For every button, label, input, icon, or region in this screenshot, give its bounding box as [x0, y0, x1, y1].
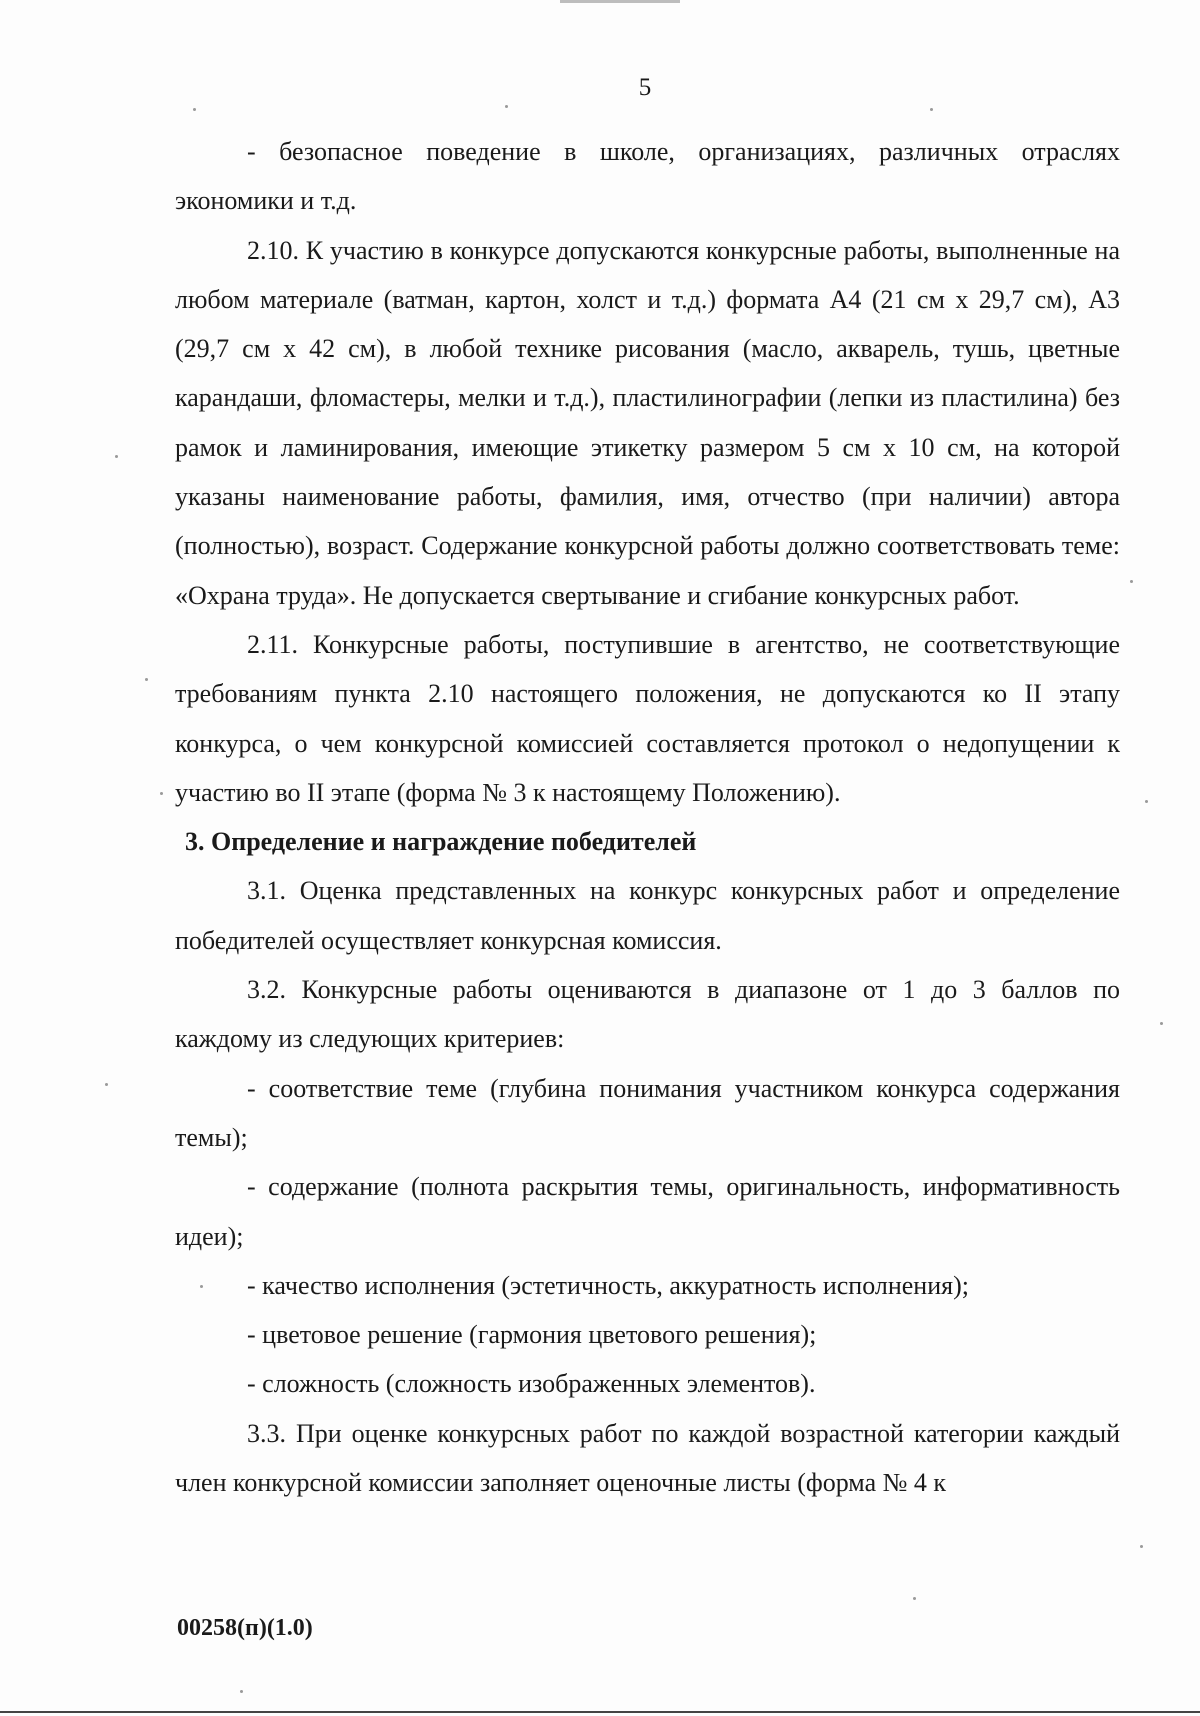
- criterion-content: - содержание (полнота раскрытия темы, оригинальность, информативность идеи);: [175, 1172, 1120, 1251]
- scan-speck: [1130, 580, 1133, 583]
- scan-bottom-edge: [0, 1711, 1200, 1713]
- page-number: 5: [638, 74, 652, 101]
- scan-speck: [193, 108, 196, 111]
- paragraph-3-3: 3.3. При оценке конкурсных работ по каждой возрастной категории каждый член конкурсной комиссии заполняет оценочные листы (форма № 4 к: [175, 1418, 1120, 1498]
- scan-speck: [200, 1285, 203, 1288]
- document-code: 00258(п)(1.0): [177, 1615, 313, 1641]
- scan-speck: [105, 1083, 108, 1086]
- scan-speck: [913, 1597, 916, 1600]
- document-body: [175, 127, 1120, 1507]
- paragraph-3-1: 3.1. Оценка представленных на конкурс конкурсных работ и определение победителей осуществляет конкурсная комиссия.: [175, 876, 1120, 955]
- criterion-color: - цветовое решение (гармония цветового решения);: [247, 1320, 817, 1350]
- scan-speck: [160, 792, 163, 795]
- scan-speck: [1145, 800, 1148, 803]
- criterion-quality: - качество исполнения (эстетичность, аккуратность исполнения);: [247, 1270, 969, 1300]
- scan-speck: [115, 455, 118, 458]
- paragraph-2-11: 2.11. Конкурсные работы, поступившие в агентство, не соответствующие требованиям пункта 2.10 настоящего положения, не допускаются ко II этапу конкурса, о чем конкурсной комиссией составляется протокол о недопущении к участию во II этапе (форма № 3 к настоящему Положению).: [175, 629, 1120, 807]
- scan-speck: [240, 1690, 243, 1693]
- paragraph-2-10: 2.10. К участию в конкурсе допускаются конкурсные работы, выполненные на любом материале (ватман, картон, холст и т.д.) формата А4 (21 см х 29,7 см), А3 (29,7 см х 42 см), в любой технике рисования (масло, акварель, тушь, цветные карандаши, фломастеры, мелки и т.д.), пластилинографии (лепки из пластилина) без рамок и ламинирования, имеющие этикетку размером 5 см х 10 см, на которой указаны наименование работы, фамилия, имя, отчество (при наличии) автора (полностью), возраст. Содержание конкурсной работы должно соответствовать теме: «Охрана труда». Не допускается свертывание и сгибание конкурсных работ.: [175, 235, 1120, 610]
- paragraph-3-2: 3.2. Конкурсные работы оцениваются в диапазоне от 1 до 3 баллов по каждому из следующих критериев:: [175, 975, 1120, 1054]
- scan-speck: [145, 678, 148, 681]
- scan-artifact-top: [560, 0, 680, 3]
- scan-speck: [930, 108, 933, 111]
- criterion-complexity: - сложность (сложность изображенных элементов).: [247, 1369, 816, 1399]
- scan-speck: [1140, 1545, 1143, 1548]
- scan-speck: [1160, 1022, 1163, 1025]
- criterion-theme: - соответствие теме (глубина понимания участником конкурса содержания темы);: [175, 1073, 1120, 1152]
- scan-speck: [505, 105, 508, 108]
- section-heading: 3. Определение и награждение победителей: [185, 827, 697, 857]
- paragraph-safe-behavior: - безопасное поведение в школе, организациях, различных отраслях экономики и т.д.: [175, 137, 1120, 216]
